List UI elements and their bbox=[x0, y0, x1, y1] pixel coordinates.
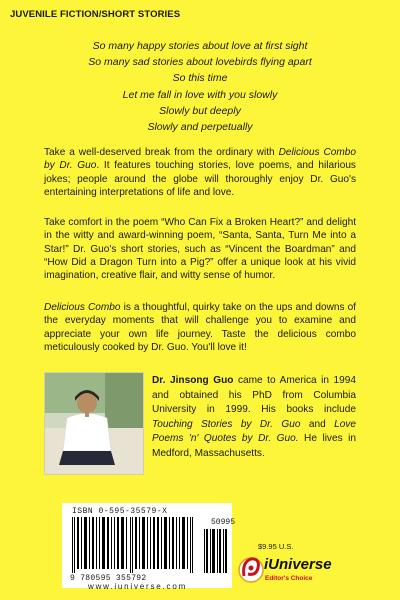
poem-line: So many happy stories about love at first sight bbox=[92, 40, 308, 52]
barcode-bars-addon bbox=[204, 529, 228, 573]
publisher-name: iUniverse bbox=[264, 556, 332, 573]
price-label: $9.95 U.S. bbox=[258, 542, 294, 551]
publisher-url: www.iuniverse.com bbox=[88, 582, 188, 591]
description-paragraph-2: Take comfort in the poem “Who Can Fix a Broken Heart?” and delight in the witty and award-winning poem, “Santa, Santa, Turn Me into a Star!” Dr. Guo's short stories, such as “Vincent the Boardman” and “How Did a Dragon Turn into a Pig?” offer a unique look at his vivid imagination, creative flair, and witty sense of humor. bbox=[44, 217, 356, 282]
isbn-text: ISBN 0-595-35579-X bbox=[72, 507, 168, 516]
publisher-logo bbox=[238, 552, 348, 590]
poem-line: Let me fall in love with you slowly bbox=[122, 88, 278, 101]
poem-line: Slowly but deeply bbox=[159, 104, 241, 117]
category-label: JUVENILE FICTION/SHORT STORIES bbox=[10, 9, 181, 20]
barcode-bars-ean bbox=[70, 517, 198, 573]
poem-line: So many sad stories about lovebirds flying apart bbox=[88, 56, 312, 69]
barcode bbox=[62, 503, 236, 588]
ean-number: 9 780595 355792 bbox=[70, 574, 147, 583]
epigraph-poem bbox=[60, 38, 340, 135]
poem-line: So this time bbox=[172, 72, 228, 85]
poem-line: Slowly and perpetually bbox=[147, 121, 253, 134]
author-photo bbox=[44, 372, 144, 475]
description-paragraph-1: Take a well-deserved break from the ordinary with Delicious Combo by Dr. Guo. It features touching stories, love poems, and hilarious jokes; people around the globe will thoroughly enjoy Dr. Guo's entertaining interpretations of life and love. bbox=[44, 147, 357, 198]
price-code-text: 50995 bbox=[211, 518, 236, 527]
author-bio: Dr. Jinsong Guo came to America in 1994 and obtained his PhD from Columbia University in 1999. His books include Touching Stories by Dr. Guo and Love Poems 'n' Quotes by Dr. Guo. He lives in Medford, Massachusetts. bbox=[152, 375, 356, 459]
publisher-tagline: Editor's Choice bbox=[265, 575, 313, 582]
iuniverse-swirl-icon bbox=[238, 552, 264, 588]
description-paragraph-3: Delicious Combo is a thoughtful, quirky take on the ups and downs of the everyday moments that will challenge you to examine and appreciate your own life journey. Taste the delicious combo meticulously cooked by Dr. Guo. You'll love it! bbox=[44, 302, 356, 353]
